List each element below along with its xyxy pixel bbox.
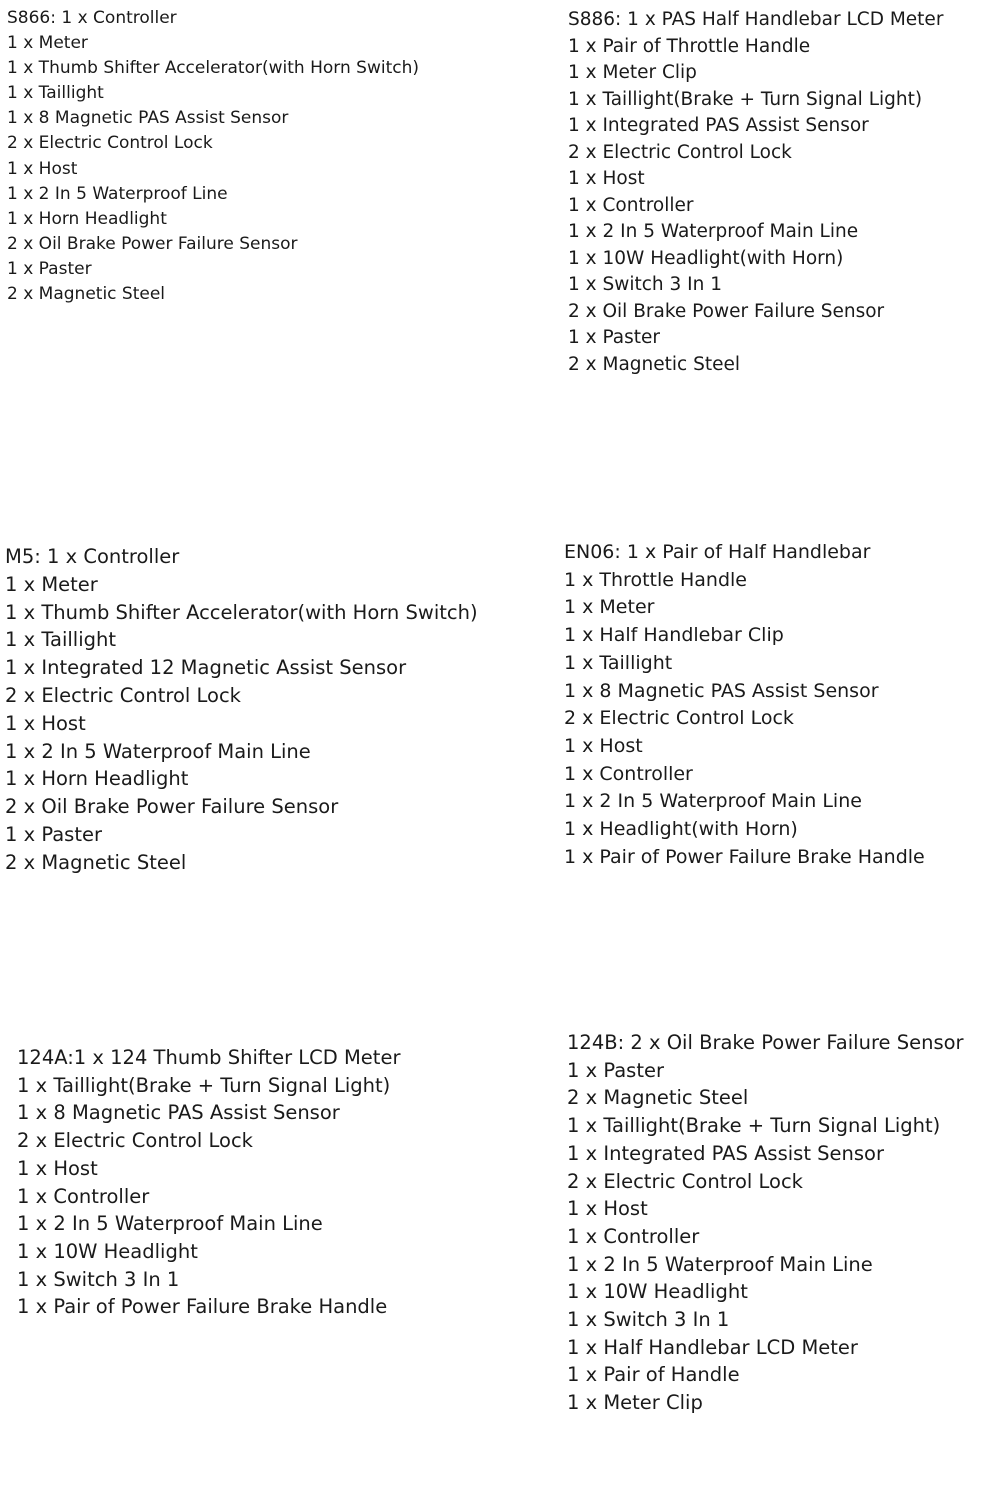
- parts-list-item: 1 x Paster: [568, 327, 661, 348]
- parts-list-s886: [568, 7, 943, 378]
- parts-list-item: 1 x Headlight(with Horn): [564, 818, 798, 841]
- parts-list-item: 2 x Electric Control Lock: [17, 1129, 253, 1153]
- parts-list-item: 1 x Host: [5, 711, 86, 735]
- parts-list-item: 2 x Electric Control Lock: [564, 707, 794, 730]
- parts-list-item: 1 x 2 In 5 Waterproof Main Line: [568, 221, 859, 242]
- parts-list-item: 1 x Switch 3 In 1: [17, 1267, 180, 1291]
- parts-list-item: 1 x Throttle Handle: [564, 568, 747, 591]
- parts-list-item: 1 x Host: [7, 158, 78, 179]
- parts-list-item: 1 x 2 In 5 Waterproof Main Line: [5, 739, 311, 763]
- parts-list-m5: [5, 543, 478, 877]
- parts-list-item: 1 x Integrated PAS Assist Sensor: [568, 115, 869, 136]
- parts-list-heading: EN06: 1 x Pair of Half Handlebar: [564, 541, 871, 563]
- parts-list-item: 1 x Taillight: [7, 83, 104, 104]
- parts-list-item: 1 x Taillight(Brake + Turn Signal Light): [568, 88, 923, 110]
- parts-list-item: 1 x Switch 3 In 1: [568, 274, 723, 295]
- parts-list-item: 1 x Controller: [17, 1184, 150, 1208]
- parts-list-item: 1 x 8 Magnetic PAS Assist Sensor: [7, 108, 289, 129]
- parts-list-item: 1 x Host: [17, 1156, 98, 1180]
- parts-list-item: 1 x 2 In 5 Waterproof Line: [7, 183, 228, 204]
- parts-list-item: 1 x Pair of Throttle Handle: [568, 35, 811, 57]
- parts-list-en06: [564, 539, 925, 871]
- parts-list-item: 1 x Paster: [5, 822, 102, 846]
- parts-list-heading: 124A:1 x 124 Thumb Shifter LCD Meter: [17, 1046, 401, 1069]
- parts-list-item: 1 x Thumb Shifter Accelerator(with Horn Switch): [7, 58, 419, 79]
- parts-list-item: 1 x Integrated 12 Magnetic Assist Sensor: [5, 656, 407, 680]
- parts-list-item: 2 x Electric Control Lock: [568, 141, 792, 163]
- parts-list-124a: [17, 1044, 400, 1321]
- parts-list-item: 1 x Meter: [7, 33, 88, 54]
- parts-list-heading: M5: 1 x Controller: [5, 545, 180, 568]
- parts-list-item: 2 x Magnetic Steel: [7, 284, 166, 305]
- parts-list-item: 1 x Pair of Power Failure Brake Handle: [564, 845, 925, 868]
- parts-list-item: 2 x Magnetic Steel: [568, 353, 740, 375]
- parts-list-item: 1 x 8 Magnetic PAS Assist Sensor: [564, 679, 879, 702]
- parts-list-heading: S866: 1 x Controller: [7, 8, 177, 28]
- parts-list-item: 1 x Host: [567, 1197, 648, 1221]
- parts-list-item: 1 x Controller: [564, 762, 693, 785]
- parts-list-item: 1 x Taillight(Brake + Turn Signal Light): [567, 1114, 941, 1138]
- parts-list-item: 2 x Oil Brake Power Failure Sensor: [7, 233, 298, 254]
- parts-list-item: 1 x 8 Magnetic PAS Assist Sensor: [17, 1101, 340, 1125]
- parts-list-item: 1 x 2 In 5 Waterproof Main Line: [564, 790, 862, 813]
- parts-list-item: 1 x Meter Clip: [568, 62, 697, 83]
- parts-list-item: 1 x 10W Headlight(with Horn): [568, 247, 844, 269]
- parts-list-item: 2 x Oil Brake Power Failure Sensor: [568, 300, 885, 322]
- parts-list-item: 1 x 2 In 5 Waterproof Main Line: [17, 1212, 323, 1236]
- parts-list-item: 1 x Half Handlebar LCD Meter: [567, 1335, 858, 1359]
- parts-list-item: 1 x Paster: [567, 1058, 664, 1082]
- parts-list-item: 1 x Taillight: [564, 651, 673, 674]
- parts-list-item: 1 x Meter: [5, 572, 98, 596]
- parts-list-item: 1 x Integrated PAS Assist Sensor: [567, 1141, 885, 1165]
- parts-list-item: 2 x Electric Control Lock: [5, 683, 241, 707]
- parts-list-item: 1 x Half Handlebar Clip: [564, 624, 784, 647]
- parts-list-item: 1 x Pair of Handle: [567, 1363, 740, 1387]
- parts-list-item: 1 x 10W Headlight: [17, 1239, 198, 1263]
- parts-list-item: 1 x Horn Headlight: [7, 208, 167, 229]
- parts-list-item: 2 x Magnetic Steel: [567, 1086, 749, 1110]
- parts-list-item: 1 x Switch 3 In 1: [567, 1308, 730, 1332]
- parts-list-item: 1 x Taillight(Brake + Turn Signal Light): [17, 1073, 391, 1097]
- parts-list-item: 2 x Oil Brake Power Failure Sensor: [5, 795, 339, 819]
- parts-list-item: 1 x Thumb Shifter Accelerator(with Horn Switch): [5, 600, 478, 624]
- parts-list-heading: S886: 1 x PAS Half Handlebar LCD Meter: [568, 9, 944, 30]
- parts-list-s866: [7, 6, 419, 307]
- parts-list-item: 1 x Paster: [7, 258, 92, 279]
- parts-list-124b: [567, 1029, 964, 1417]
- parts-list-item: 1 x Host: [568, 168, 645, 189]
- parts-list-item: 1 x Taillight: [5, 628, 117, 652]
- parts-list-item: 1 x Meter: [564, 596, 655, 619]
- parts-list-item: 2 x Electric Control Lock: [567, 1169, 803, 1193]
- parts-list-item: 1 x Host: [564, 734, 643, 757]
- parts-list-item: 1 x Horn Headlight: [5, 767, 189, 791]
- parts-list-item: 1 x Meter Clip: [567, 1391, 703, 1415]
- parts-list-item: 1 x Controller: [567, 1224, 700, 1248]
- parts-list-heading: 124B: 2 x Oil Brake Power Failure Sensor: [567, 1031, 964, 1054]
- parts-list-item: 1 x 2 In 5 Waterproof Main Line: [567, 1252, 873, 1276]
- parts-list-item: 2 x Electric Control Lock: [7, 133, 213, 154]
- parts-list-item: 1 x Controller: [568, 194, 694, 216]
- parts-list-item: 1 x Pair of Power Failure Brake Handle: [17, 1295, 388, 1319]
- parts-list-item: 1 x 10W Headlight: [567, 1280, 748, 1304]
- parts-list-item: 2 x Magnetic Steel: [5, 850, 187, 874]
